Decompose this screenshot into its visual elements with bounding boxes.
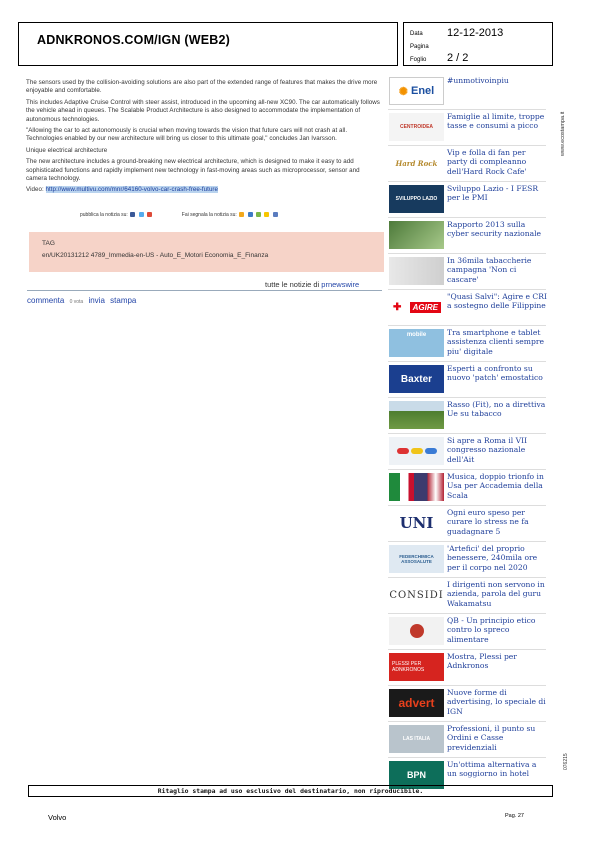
- vote-count[interactable]: 0 vota: [69, 299, 84, 305]
- copyright-notice: Ritaglio stampa ad uso esclusivo del destinatario, non riproducibile.: [28, 785, 553, 797]
- source-link[interactable]: prnewswire: [321, 280, 360, 289]
- hard-rock-logo: Hard Rock: [389, 149, 444, 177]
- sheet-value: 2 / 2: [447, 52, 469, 64]
- sidebar-item[interactable]: [388, 434, 546, 470]
- delicious-icon[interactable]: [248, 212, 253, 217]
- page-number: Pag. 27: [505, 813, 524, 819]
- sidebar-headline[interactable]: QB - Un principio etico contro lo spreco alimentare: [447, 616, 536, 644]
- article-subheading: Unique electrical architecture: [26, 146, 108, 154]
- masthead-box: [18, 22, 398, 66]
- sidebar-headline[interactable]: #unmotivoinpiu: [447, 76, 509, 85]
- sidebar-item[interactable]: [388, 542, 546, 578]
- send-link[interactable]: invia: [88, 296, 105, 305]
- sidebar-headline[interactable]: 'Artefici' del proprio benessere, 240mila ore per il corpo nel 2020: [447, 544, 538, 572]
- sidebar-headline[interactable]: Rasso (Fit), no a direttiva Ue su tabacco: [447, 400, 546, 419]
- yahoo-icon[interactable]: [264, 212, 269, 217]
- client-brand: Volvo: [48, 813, 67, 822]
- sidebar-headline[interactable]: In 36mila tabaccherie campagna 'Non ci cascare': [447, 256, 532, 284]
- live-icon[interactable]: [273, 212, 278, 217]
- article-body: [26, 79, 380, 198]
- report-label: Fai segnala la notizia su:: [181, 212, 237, 218]
- publication-title: ADNKRONOS.COM/IGN (WEB2): [37, 33, 230, 47]
- comment-link[interactable]: commenta: [27, 296, 65, 305]
- food-waste-image: [389, 617, 444, 645]
- sidebar-headline[interactable]: Un'ottima alternativa a un soggiorno in hotel: [447, 760, 537, 779]
- article-actions: [27, 296, 139, 305]
- tag-box: [29, 232, 384, 272]
- sidebar-headline[interactable]: "Quasi Salvi": Agire e CRI a sostegno delle Filippine: [447, 292, 547, 311]
- sidebar-item[interactable]: [388, 74, 546, 110]
- video-line: [26, 186, 380, 194]
- pills-image: [389, 437, 444, 465]
- sidebar-item[interactable]: [388, 326, 546, 362]
- divider: [27, 290, 382, 291]
- sidebar-item[interactable]: [388, 578, 546, 614]
- campaign-image: [389, 257, 444, 285]
- sidebar-item[interactable]: [388, 506, 546, 542]
- sidebar-headline[interactable]: I dirigenti non servono in azienda, parola del guru Wakamatsu: [447, 580, 545, 608]
- publish-label: pubblica la notizia su:: [80, 212, 128, 218]
- assosalute-logo: FEDERCHIMICA ASSOSALUTE: [389, 545, 444, 573]
- sidebar-headline[interactable]: Mostra, Plessi per Adnkronos: [447, 652, 517, 671]
- baxter-logo: Baxter: [389, 365, 444, 393]
- sidebar-headline[interactable]: Tra smartphone e tablet assistenza clienti sempre piu' digitale: [447, 328, 544, 356]
- mobile-image: mobile: [389, 329, 444, 357]
- document-code: 076215: [563, 753, 569, 770]
- sidebar-item[interactable]: [388, 398, 546, 434]
- sidebar-headline[interactable]: Musica, doppio trionfo in Usa per Accademia della Scala: [447, 472, 544, 500]
- date-label: Data: [410, 31, 423, 37]
- considi-logo: CONSIDI: [389, 581, 444, 609]
- tag-values: en/UK20131212 4789_Immedia-en-US - Auto_E_Motori Economia_E_Finanza: [42, 252, 269, 259]
- sidebar-headline[interactable]: Si apre a Roma il VII congresso nazionale dell'Ait: [447, 436, 528, 464]
- bpn-logo: BPN: [389, 761, 444, 789]
- article-paragraph: The sensors used by the collision-avoiding solutions are also part of the extended range of features that makes the drive more enjoyable and comfortable.: [26, 79, 378, 95]
- page-label: Pagina: [410, 44, 429, 50]
- date-value: 12-12-2013: [447, 27, 504, 39]
- tag-label: TAG: [42, 240, 55, 247]
- all-news-label: tutte le notizie di: [265, 280, 320, 289]
- twitter-icon[interactable]: [139, 212, 144, 217]
- sidebar-headline[interactable]: Rapporto 2013 sulla cyber security nazionale: [447, 220, 542, 239]
- sidebar-headline[interactable]: Sviluppo Lazio - I FESR per le PMI: [447, 184, 539, 203]
- ecostampa-url: www.ecostampa.it: [560, 111, 566, 156]
- sidebar-item[interactable]: [388, 686, 546, 722]
- google-plus-icon[interactable]: [147, 212, 152, 217]
- agire-logo: ✚ AGIRE: [389, 293, 444, 321]
- sidebar-item[interactable]: [388, 362, 546, 398]
- enel-logo: ✺ Enel: [389, 77, 444, 105]
- sidebar-item[interactable]: [388, 218, 546, 254]
- sidebar-item[interactable]: [388, 470, 546, 506]
- video-label: Video:: [26, 186, 44, 194]
- facebook-icon[interactable]: [130, 212, 135, 217]
- las-italia-logo: LAS ITALIA: [389, 725, 444, 753]
- sidebar-headline[interactable]: Nuove forme di advertising, lo speciale di IGN: [447, 688, 546, 716]
- sidebar-headline[interactable]: Professioni, il punto su Ordini e Casse previdenziali: [447, 724, 536, 752]
- plessi-logo: PLESSI PER ADNKRONOS: [389, 653, 444, 681]
- sidebar-headline[interactable]: Esperti a confronto su nuovo 'patch' emostatico: [447, 364, 543, 383]
- share-bar: [80, 212, 279, 218]
- sidebar-headline[interactable]: Ogni euro speso per curare lo stress ne fa guadagnare 5: [447, 508, 529, 536]
- sidebar-item[interactable]: [388, 722, 546, 758]
- sheet-label: Foglio: [410, 57, 427, 63]
- centroidea-logo: CENTROIDEA: [389, 113, 444, 141]
- related-news-sidebar: [388, 74, 546, 794]
- sidebar-item[interactable]: [388, 146, 546, 182]
- digg-icon[interactable]: [239, 212, 244, 217]
- sidebar-headline[interactable]: Vip e folla di fan per party di compleanno dell'Hard Rock Cafe': [447, 148, 527, 176]
- article-paragraph: The new architecture includes a ground-breaking new electrical architecture, which is designed to make it easy to add sophisticated functions and rapidly implement new technology in fast-moving areas such as microprocessor, sensor and camera technology.: [26, 158, 360, 183]
- metadata-box: [403, 22, 553, 66]
- advert-logo: advert: [389, 689, 444, 717]
- keyboard-image: [389, 221, 444, 249]
- sidebar-item[interactable]: [388, 182, 546, 218]
- flags-image: [389, 473, 444, 501]
- sidebar-item[interactable]: [388, 254, 546, 290]
- tobacco-field-image: [389, 401, 444, 429]
- all-news-line: [265, 280, 359, 289]
- okno-icon[interactable]: [256, 212, 261, 217]
- sidebar-item[interactable]: [388, 110, 546, 146]
- print-link[interactable]: stampa: [110, 296, 137, 305]
- article-paragraph: "Allowing the car to act autonomously is crucial when moving towards the vision that future cars will not crash at all. Technologies enabled by our new architecture will bring us closer to this ultimate goal," concludes Jan Ivarsson.: [26, 127, 348, 143]
- video-link[interactable]: http://www.multivu.com/mnr/64160-volvo-car-crash-free-future: [45, 186, 219, 194]
- uni-logo: UNI: [389, 509, 444, 537]
- sidebar-item[interactable]: [388, 650, 546, 686]
- sidebar-item[interactable]: [388, 290, 546, 326]
- sviluppo-lazio-logo: SVILUPPO LAZIO: [389, 185, 444, 213]
- article-paragraph: This includes Adaptive Cruise Control with steer assist, introduced in the upcoming all-new XC90. The car automatically follows the vehicle ahead in queues. The Scalable Product Architecture is also designed to accommodate the implementation of autonomous technologies.: [26, 98, 380, 123]
- sidebar-item[interactable]: [388, 614, 546, 650]
- sidebar-headline[interactable]: Famiglie al limite, troppe tasse e consumi a picco: [447, 112, 545, 131]
